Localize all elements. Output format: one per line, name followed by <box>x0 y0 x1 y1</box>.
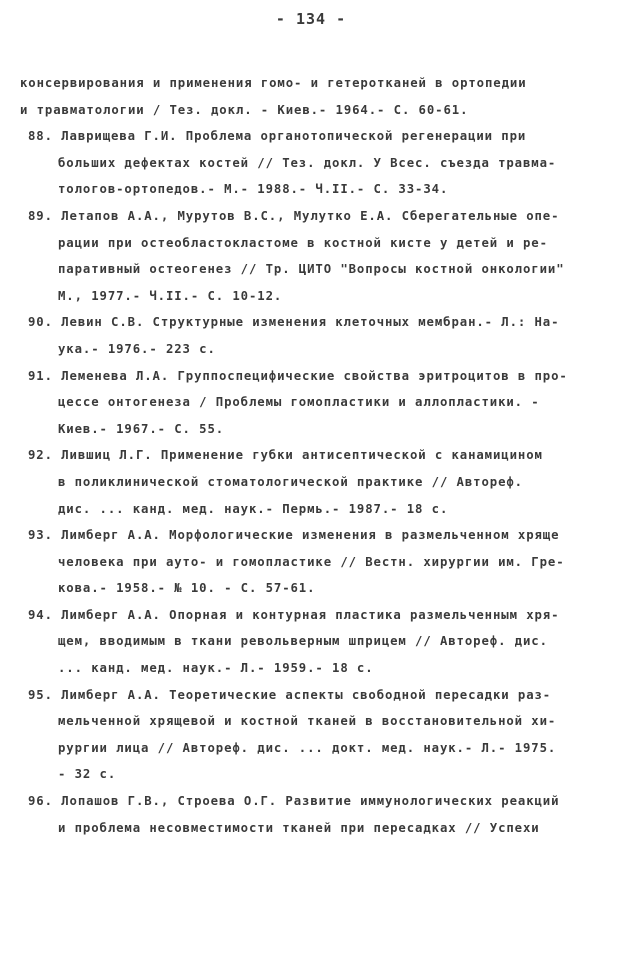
reference-line: 95. Лимберг А.А. Теоретические аспекты свободной пересадки раз- <box>28 687 552 702</box>
reference-line: и проблема несовместимости тканей при пересадках // Успехи <box>58 820 540 835</box>
reference-line: в поликлинической стоматологической практике // Автореф. <box>58 474 523 489</box>
reference-entry <box>20 602 612 682</box>
reference-line: дис. ... канд. мед. наук.- Пермь.- 1987.- 18 с. <box>58 501 449 516</box>
reference-line: Киев.- 1967.- С. 55. <box>58 421 225 436</box>
reference-line: 89. Летапов А.А., Мурутов В.С., Мулутко Е.А. Сберегательные опе- <box>28 208 560 223</box>
reference-line: паративный остеогенез // Тр. ЦИТО "Вопросы костной онкологии" <box>58 262 565 277</box>
reference-line: 91. Леменева Л.А. Группоспецифические свойства эритроцитов в про- <box>28 368 568 383</box>
intro-line: и травматологии / Тез. докл. - Киев.- 1964.- С. 60-61. <box>20 102 469 117</box>
reference-line: мельченной хрящевой и костной тканей в восстановительной хи- <box>58 714 557 729</box>
reference-line: щем, вводимым в ткани револьверным шприцем // Автореф. дис. <box>58 634 548 649</box>
intro-line: консервирования и применения гомо- и гетеротканей в ортопедии <box>20 76 527 90</box>
bibliography-list <box>20 70 612 841</box>
reference-line: ... канд. мед. наук.- Л.- 1959.- 18 с. <box>58 661 374 676</box>
reference-line: 96. Лопашов Г.В., Строева О.Г. Развитие иммунологических реакций <box>28 794 560 809</box>
reference-line: кова.- 1958.- № 10. - С. 57-61. <box>58 581 316 596</box>
reference-line: тологов-ортопедов.- М.- 1988.- Ч.II.- С. 33-34. <box>58 182 449 197</box>
reference-line: М., 1977.- Ч.II.- С. 10-12. <box>58 288 283 303</box>
reference-entry <box>20 309 612 362</box>
reference-line: 93. Лимберг А.А. Морфологические изменения в размельченном хряще <box>28 528 560 543</box>
reference-entry <box>20 682 612 788</box>
page-number: - 134 - <box>275 10 347 28</box>
reference-line: 88. Лаврищева Г.И. Проблема органотопической регенерации при <box>28 129 527 144</box>
reference-line: ука.- 1976.- 223 с. <box>58 341 216 356</box>
reference-line: 94. Лимберг А.А. Опорная и контурная пластика размельченным хря- <box>28 607 560 622</box>
reference-entry <box>20 123 612 203</box>
reference-line: цессе онтогенеза / Проблемы гомопластики и аллопластики. - <box>58 395 540 410</box>
reference-line: - 32 с. <box>58 767 117 782</box>
reference-entry <box>20 442 612 522</box>
reference-entry <box>20 788 612 841</box>
reference-line: 90. Левин С.В. Структурные изменения клеточных мембран.- Л.: На- <box>28 315 560 330</box>
reference-entry <box>20 522 612 602</box>
reference-line: человека при ауто- и гомопластике // Вестн. хирургии им. Гре- <box>58 554 565 569</box>
reference-line: рургии лица // Автореф. дис. ... докт. мед. наук.- Л.- 1975. <box>58 740 557 755</box>
reference-entry <box>20 203 612 309</box>
reference-entry <box>20 363 612 443</box>
reference-line: больших дефектах костей // Тез. докл. У Всес. съезда травма- <box>58 155 557 170</box>
reference-line: 92. Лившиц Л.Г. Применение губки антисептической с канамицином <box>28 448 543 463</box>
reference-line: рации при остеобластокластоме в костной кисте у детей и ре- <box>58 235 548 250</box>
